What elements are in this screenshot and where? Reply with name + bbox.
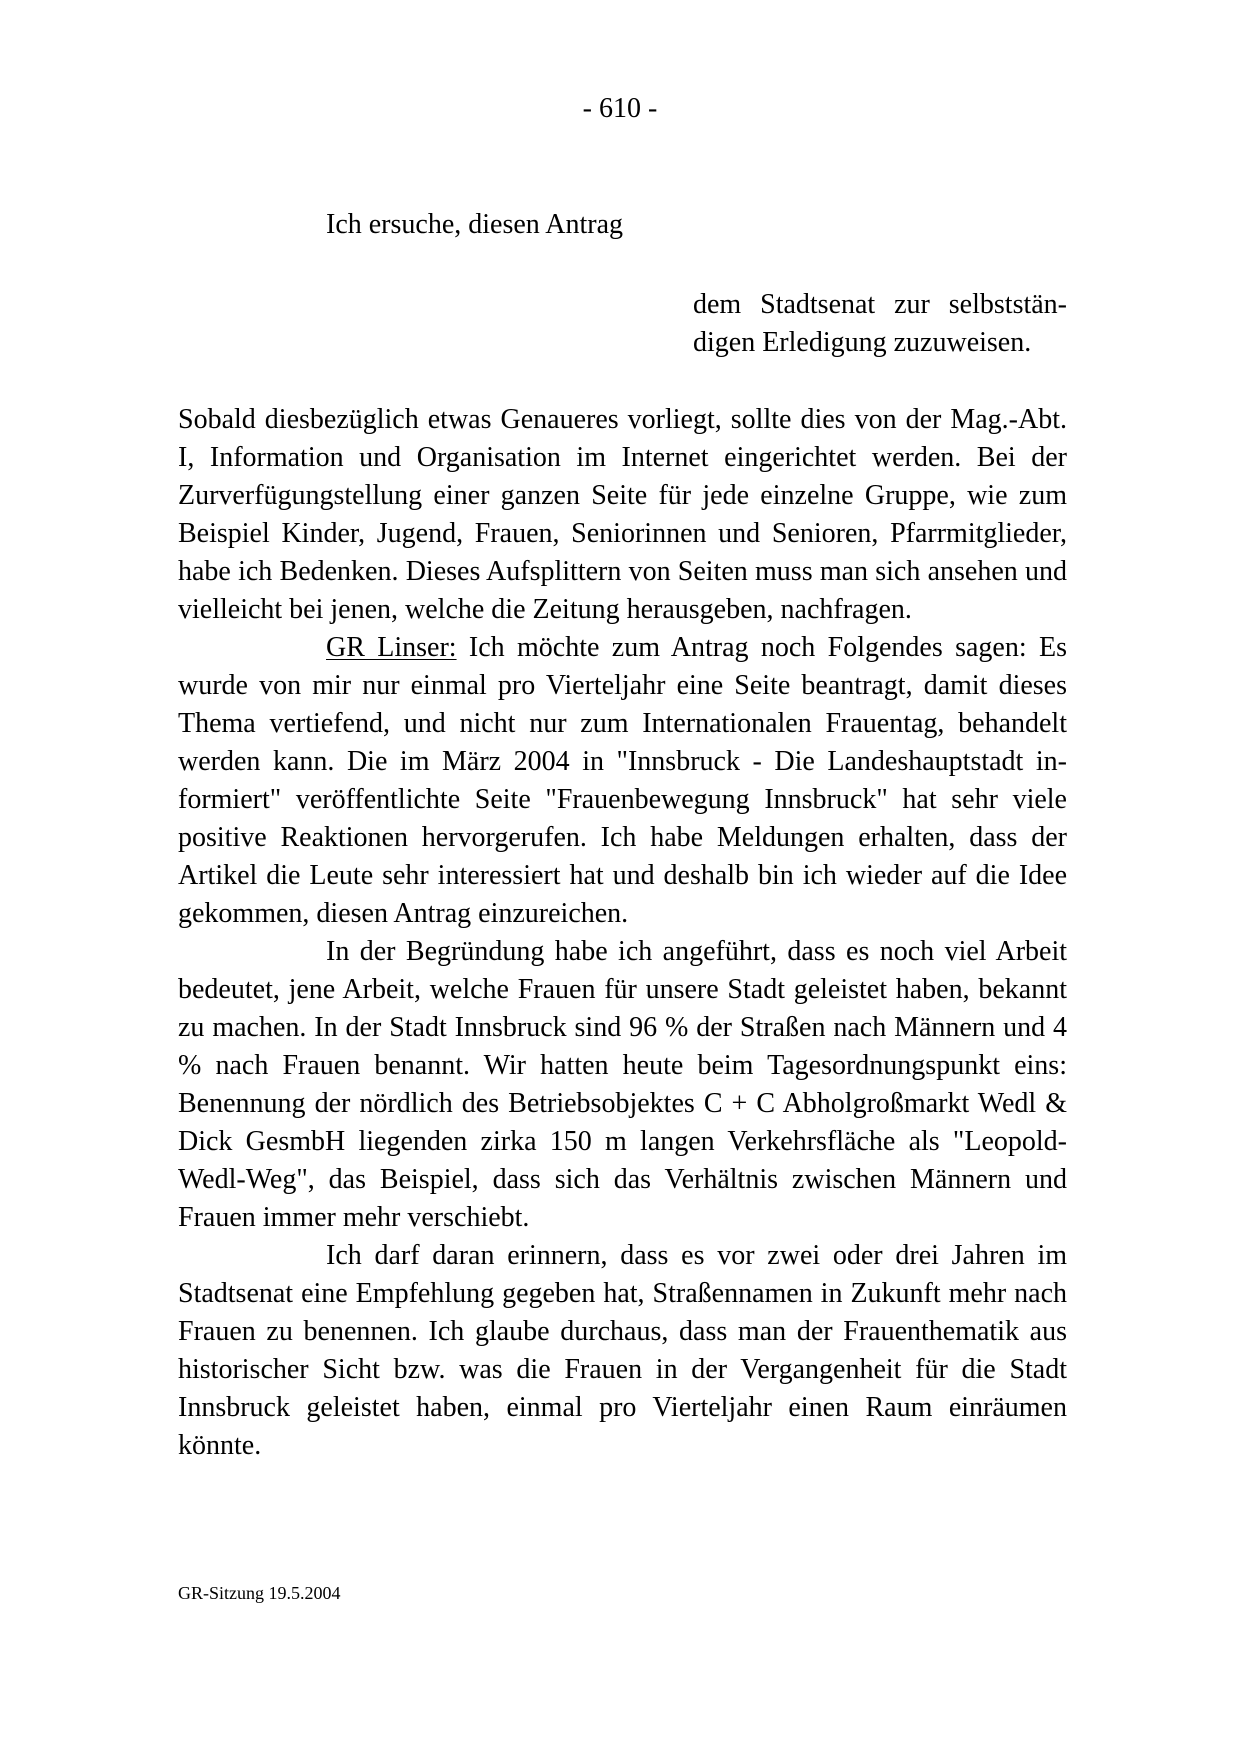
paragraph-1: Sobald diesbezüglich etwas Genaueres vorliegt, sollte dies von der Mag.-Abt. I, Information und Organisation im Internet eingerichtet werden. Bei der Zurverfügungstellung einer ganzen Seite für jede einzelne Gruppe, wie zum Beispiel Kinder, Jugend, Frauen, Seniorinnen und Senioren, Pfarrmitglieder, habe ich Bedenken. Dieses Aufsplittern von Seiten muss man sich ansehen und vielleicht bei jenen, welche die Zeitung herausgeben, nachfragen. bbox=[178, 404, 1067, 625]
assignment-block bbox=[693, 286, 1067, 362]
paragraph-3: In der Begründung habe ich angeführt, dass es noch viel Arbeit bedeutet, jene Arbeit, welche Frauen für unsere Stadt geleistet haben, bekannt zu machen. In der Stadt Innsbruck sind 96 % der Straßen nach Männern und 4 % nach Frauen benannt. Wir hatten heute beim Tagesordnungspunkt eins: Benennung der nördlich des Betriebsobjektes C + C Abholgroßmarkt Wedl & Dick GesmbH liegenden zirka 150 m langen Verkehrsfläche als "Leopold-Wedl-Weg", das Beispiel, dass sich das Verhältnis zwischen Männern und Frauen immer mehr verschiebt. bbox=[178, 936, 1067, 1233]
paragraph-4: Ich darf daran erinnern, dass es vor zwei oder drei Jahren im Stadtsenat eine Empfehlung gegeben hat, Straßennamen in Zukunft mehr nach Frauen zu benennen. Ich glaube durchaus, dass man der Frauenthematik aus historischer Sicht bzw. was die Frauen in der Vergangenheit für die Stadt Innsbruck geleistet haben, einmal pro Vierteljahr einen Raum einräumen könnte. bbox=[178, 1240, 1067, 1461]
body-text bbox=[178, 401, 1067, 1465]
request-line: Ich ersuche, diesen Antrag bbox=[326, 209, 623, 240]
speaker-name: GR Linser: bbox=[326, 632, 457, 663]
assignment-line-1: dem Stadtsenat zur selbststän- bbox=[693, 289, 1067, 320]
paragraph-2 bbox=[178, 629, 1067, 933]
page-number: - 610 - bbox=[582, 93, 658, 124]
assignment-line-2: digen Erledigung zuzuweisen. bbox=[693, 327, 1032, 358]
footer-session-date: GR-Sitzung 19.5.2004 bbox=[178, 1583, 341, 1603]
paragraph-2-text: Ich möchte zum Antrag noch Folgendes sagen: Es wurde von mir nur einmal pro Vierteljahr eine Seite beantragt, damit dieses Thema vertiefend, und nicht nur zum Internationalen Frauentag, behandelt werden kann. Die im März 2004 in "Innsbruck - Die Landeshauptstadt informiert" veröffentlichte Seite "Frauenbewegung Innsbruck" hat sehr viele positive Reaktionen hervorgerufen. Ich habe Meldungen erhalten, dass der Artikel die Leute sehr interessiert hat und deshalb bin ich wieder auf die Idee gekommen, diesen Antrag einzureichen. bbox=[178, 632, 1067, 929]
